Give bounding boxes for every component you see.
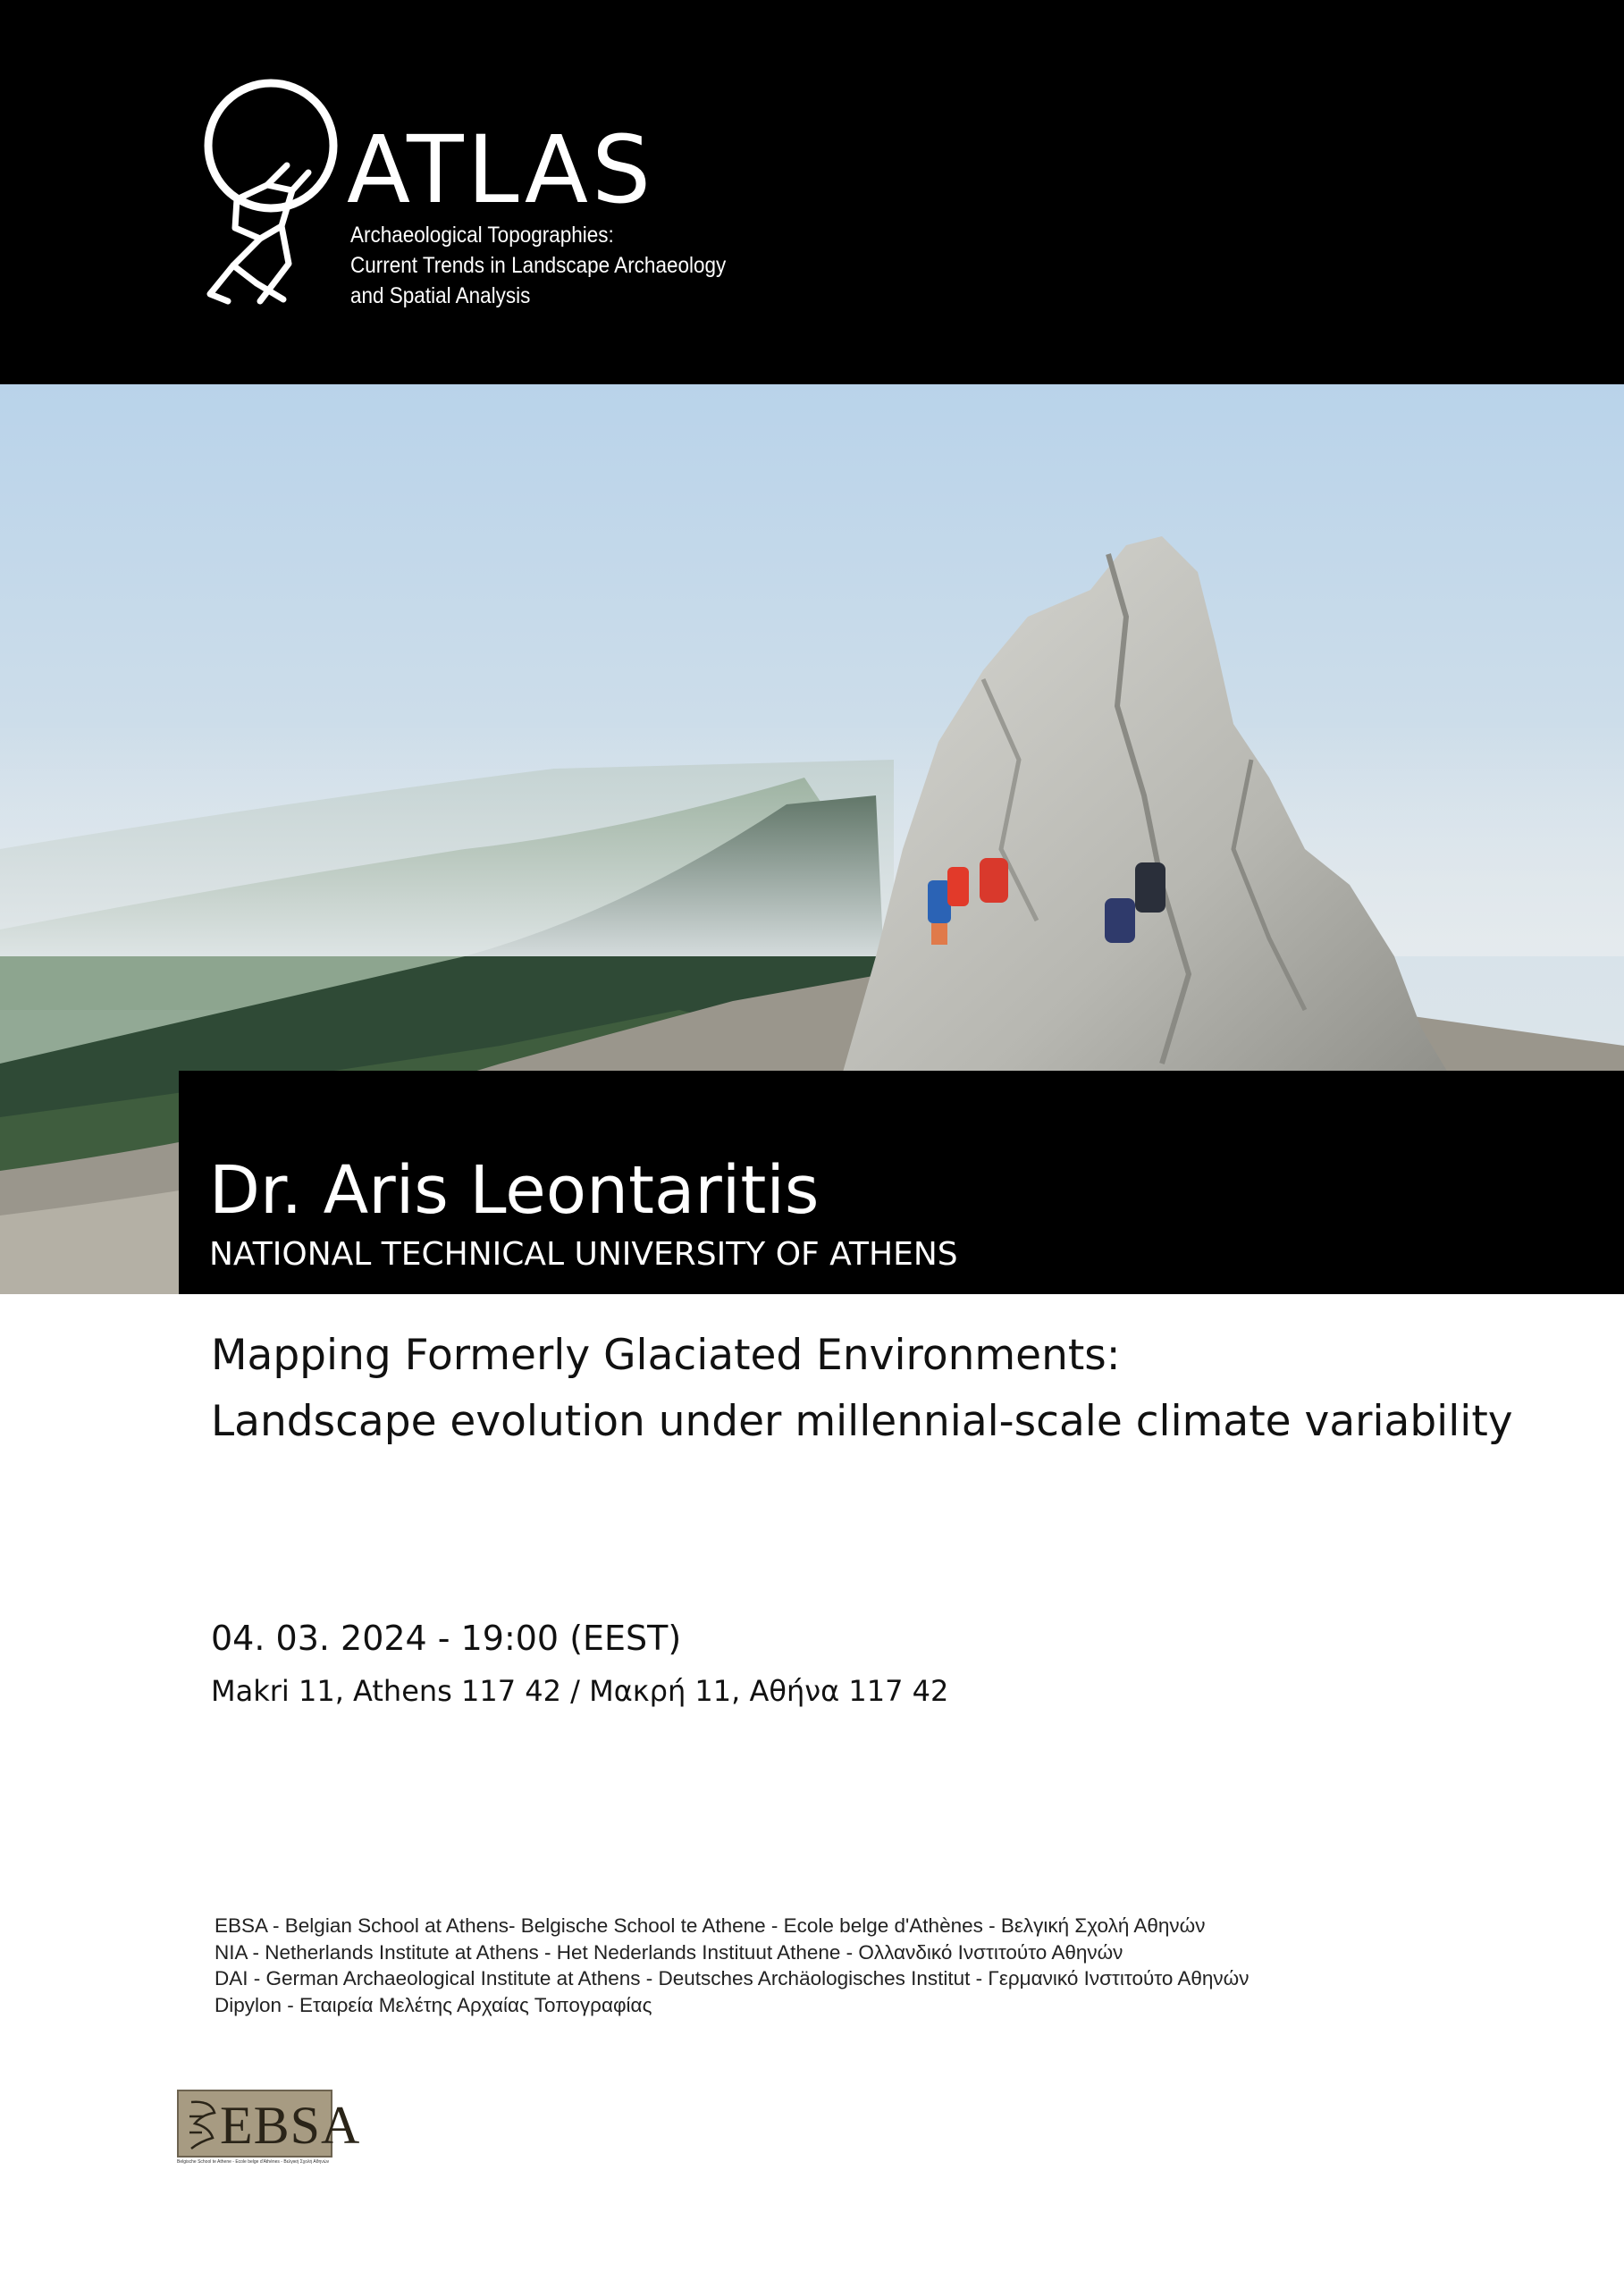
event-location: Makri 11, Athens 117 42 / Μακρή 11, Αθήνα 117 42 [211,1674,949,1708]
event-datetime: 04. 03. 2024 - 19:00 (EEST) [211,1619,682,1658]
organizer-line: EBSA - Belgian School at Athens- Belgische School te Athene - Ecole belge d'Athènes - Βελγική Σχολή Αθηνών [215,1914,1206,1937]
ebsa-emblem-icon [184,2097,222,2152]
organizer-line: DAI - German Archaeological Institute at Athens - Deutsches Archäologisches Institut - Γερμανικό Ινστιτούτο Αθηνών [215,1967,1250,1989]
ebsa-logo-box [177,2090,361,2158]
ebsa-logo [177,2090,361,2166]
speaker-box [179,1071,1624,1294]
subtitle-line: Current Trends in Landscape Archaeology [350,253,727,278]
header-banner [0,0,1624,384]
organizers-list [215,1913,1249,2018]
atlas-logo-subtitle [350,220,726,311]
talk-title-line: Mapping Formerly Glaciated Environments: [211,1331,1121,1380]
subtitle-line: Archaeological Topographies: [350,223,614,248]
atlas-logo-title: ATLAS [347,115,655,224]
speaker-name: Dr. Aris Leontaritis [209,1152,820,1229]
subtitle-line: and Spatial Analysis [350,283,531,308]
ebsa-logo-caption: Belgische School te Athene - Ecole belge d'Athènes - Βελγική Σχολή Αθηνών [177,2159,330,2165]
organizer-line: Dipylon - Εταιρεία Μελέτης Αρχαίας Τοπογραφίας [215,1993,652,2016]
organizer-line: NIA - Netherlands Institute at Athens - Het Nederlands Instituut Athene - Ολλανδικό Ινστιτούτο Αθηνών [215,1940,1123,1964]
ebsa-logo-text: EBSA [220,2096,361,2155]
talk-title [211,1323,1513,1455]
speaker-affiliation: NATIONAL TECHNICAL UNIVERSITY OF ATHENS [209,1236,958,1273]
atlas-figure-icon [174,76,353,310]
talk-title-line: Landscape evolution under millennial-scale climate variability [211,1397,1513,1446]
